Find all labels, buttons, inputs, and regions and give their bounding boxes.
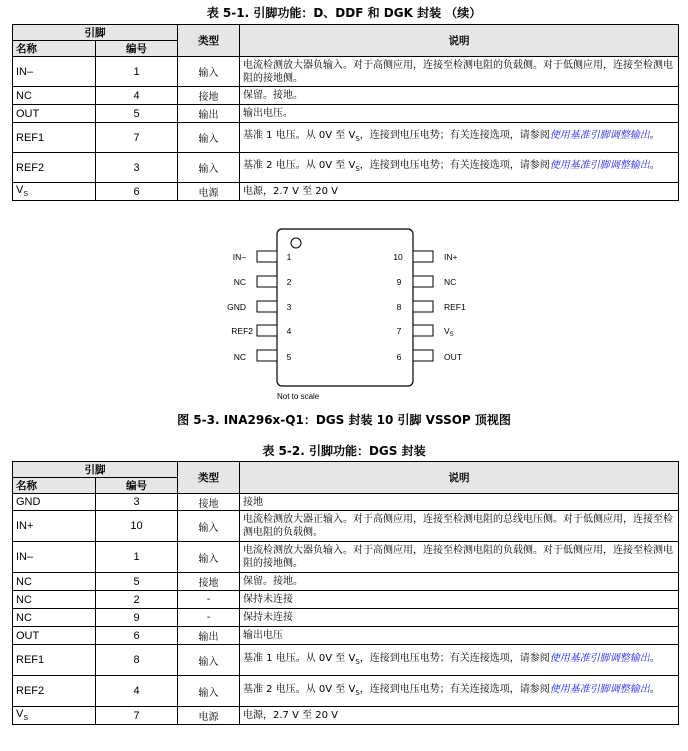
svg-text:3: 3 xyxy=(286,302,292,312)
pin-name: NC xyxy=(13,573,96,591)
svg-text:2: 2 xyxy=(286,277,292,287)
pin-name: IN– xyxy=(13,57,96,87)
pin-name: $V_S$ xyxy=(13,707,96,725)
pin-type: - xyxy=(178,591,240,609)
svg-text:9: 9 xyxy=(396,277,402,287)
pin-functions-table-2 xyxy=(12,461,679,725)
pin-name: NC xyxy=(13,609,96,627)
pin-description: 电流检测放大器正输入。对于高侧应用，连接至检测电阻的总线电压侧。对于低侧应用，连接至检测电阻的负载侧。 xyxy=(240,511,679,542)
pin-description: 保留。接地。 xyxy=(240,573,679,591)
pin-name: REF2 xyxy=(13,153,96,183)
pin-number: 7 xyxy=(96,123,178,153)
pin-name: OUT xyxy=(13,105,96,123)
pin-number: 3 xyxy=(96,494,178,511)
pin-functions-table-1 xyxy=(12,24,679,201)
svg-text:1: 1 xyxy=(286,252,292,262)
pin-number: 1 xyxy=(96,57,178,87)
pin-number: 6 xyxy=(96,183,178,201)
table-row xyxy=(13,57,679,87)
pin-description: 电流检测放大器负输入。对于高侧应用，连接至检测电阻的负载侧。对于低侧应用，连接至检测电阻的接地侧。 xyxy=(240,542,679,573)
svg-text:OUT: OUT xyxy=(444,352,462,362)
pin-header: 引脚 xyxy=(13,25,178,41)
pin-type: 输入 xyxy=(178,57,240,87)
svg-text:IN+: IN+ xyxy=(444,252,458,262)
svg-text:GND: GND xyxy=(227,302,246,312)
pin-description: 电源，2.7 V 至 20 V xyxy=(240,707,679,725)
pin-number: 2 xyxy=(96,591,178,609)
pin-number: 5 xyxy=(96,105,178,123)
package-pinout-diagram xyxy=(0,222,688,402)
pin-type: - xyxy=(178,609,240,627)
pin-name: $V_S$ xyxy=(13,183,96,201)
table-row xyxy=(13,591,679,609)
pin-type: 输入 xyxy=(178,542,240,573)
svg-text:NC: NC xyxy=(233,352,246,362)
pin-name: NC xyxy=(13,87,96,105)
pin1-marker xyxy=(291,238,301,248)
pin-description: 保留。接地。 xyxy=(240,87,679,105)
svg-text:NC: NC xyxy=(233,277,246,287)
pin-description: 基准 1 电压。从 0V 至 $V_S$，连接到电压电势；有关连接选项，请参阅使用基准引脚调整输出。 xyxy=(240,123,679,153)
pin-header: 引脚 xyxy=(13,462,178,478)
description-header: 说明 xyxy=(240,25,679,57)
pin-name: IN+ xyxy=(13,511,96,542)
pin-number: 1 xyxy=(96,542,178,573)
pin-number: 4 xyxy=(96,676,178,707)
pin-name: GND xyxy=(13,494,96,511)
pin-number: 10 xyxy=(96,511,178,542)
svg-text:NC: NC xyxy=(444,277,457,287)
table-row xyxy=(13,511,679,542)
pin-number: 4 xyxy=(96,87,178,105)
pin-type: 输入 xyxy=(178,153,240,183)
svg-text:5: 5 xyxy=(286,352,292,362)
table-row xyxy=(13,87,679,105)
svg-text:6: 6 xyxy=(396,352,402,362)
table-row xyxy=(13,645,679,676)
pin-type: 输入 xyxy=(178,645,240,676)
pin-description: 保持未连接 xyxy=(240,609,679,627)
table-row xyxy=(13,153,679,183)
table2-caption: 表 5-2. 引脚功能：DGS 封装 xyxy=(262,444,426,458)
pin-name: REF1 xyxy=(13,123,96,153)
name-header: 名称 xyxy=(13,478,96,494)
table-row xyxy=(13,494,679,511)
table1-caption: 表 5-1. 引脚功能：D、DDF 和 DGK 封装 （续） xyxy=(206,6,482,20)
pin-description: 保持未连接 xyxy=(240,591,679,609)
pin-name: IN– xyxy=(13,542,96,573)
number-header: 编号 xyxy=(96,478,178,494)
pin-description: 基准 1 电压。从 0V 至 $V_S$，连接到电压电势；有关连接选项，请参阅使用基准引脚调整输出。 xyxy=(240,645,679,676)
svg-text:10: 10 xyxy=(393,252,403,262)
pin-name: NC xyxy=(13,591,96,609)
pin-number: 7 xyxy=(96,707,178,725)
pin-name: REF1 xyxy=(13,645,96,676)
table-row xyxy=(13,183,679,201)
svg-text:8: 8 xyxy=(396,302,402,312)
table-row xyxy=(13,573,679,591)
pin-type: 输出 xyxy=(178,627,240,645)
pin-number: 9 xyxy=(96,609,178,627)
name-header: 名称 xyxy=(13,41,96,57)
table-row xyxy=(13,609,679,627)
pin-type: 接地 xyxy=(178,573,240,591)
pin-number: 3 xyxy=(96,153,178,183)
pin-number: 6 xyxy=(96,627,178,645)
description-header: 说明 xyxy=(240,462,679,494)
pin-type: 输入 xyxy=(178,123,240,153)
pin-number: 8 xyxy=(96,645,178,676)
figure-caption: 图 5-3. INA296x-Q1：DGS 封装 10 引脚 VSSOP 顶视图 xyxy=(177,413,511,427)
pin-type: 输入 xyxy=(178,676,240,707)
pin-description: 电源，2.7 V 至 20 V xyxy=(240,183,679,201)
scale-note: Not to scale xyxy=(277,392,320,401)
reference-pin-link[interactable]: 使用基准引脚调整输出 xyxy=(549,160,650,171)
number-header: 编号 xyxy=(96,41,178,57)
svg-text:REF2: REF2 xyxy=(231,326,253,336)
pin-type: 电源 xyxy=(178,183,240,201)
pin-type: 接地 xyxy=(178,494,240,511)
pin-description: 接地 xyxy=(240,494,679,511)
svg-text:7: 7 xyxy=(396,326,402,336)
pin-description: 基准 2 电压。从 0V 至 $V_S$，连接到电压电势；有关连接选项，请参阅使用基准引脚调整输出。 xyxy=(240,676,679,707)
pin-type: 输出 xyxy=(178,105,240,123)
reference-pin-link[interactable]: 使用基准引脚调整输出 xyxy=(549,130,650,141)
pin-description: 输出电压 xyxy=(240,627,679,645)
pin-name: REF2 xyxy=(13,676,96,707)
reference-pin-link[interactable]: 使用基准引脚调整输出 xyxy=(549,652,650,664)
table-row xyxy=(13,707,679,725)
pin-name: OUT xyxy=(13,627,96,645)
pin-type: 电源 xyxy=(178,707,240,725)
reference-pin-link[interactable]: 使用基准引脚调整输出 xyxy=(549,683,650,695)
svg-text:VS: $V_S$ xyxy=(444,326,454,338)
svg-text:REF1: REF1 xyxy=(444,302,466,312)
pin-type: 输入 xyxy=(178,511,240,542)
pin-number: 5 xyxy=(96,573,178,591)
pin-description: 输出电压。 xyxy=(240,105,679,123)
type-header: 类型 xyxy=(178,462,240,494)
pin-description: 基准 2 电压。从 0V 至 $V_S$，连接到电压电势；有关连接选项，请参阅使用基准引脚调整输出。 xyxy=(240,153,679,183)
table-row xyxy=(13,676,679,707)
svg-text:4: 4 xyxy=(286,326,292,336)
table-row xyxy=(13,627,679,645)
table-row xyxy=(13,542,679,573)
pin-description: 电流检测放大器负输入。对于高侧应用，连接至检测电阻的负载侧。对于低侧应用，连接至检测电阻的接地侧。 xyxy=(240,57,679,87)
type-header: 类型 xyxy=(178,25,240,57)
svg-text:IN–: IN– xyxy=(232,252,246,262)
table-row xyxy=(13,123,679,153)
table-row xyxy=(13,105,679,123)
pin-type: 接地 xyxy=(178,87,240,105)
